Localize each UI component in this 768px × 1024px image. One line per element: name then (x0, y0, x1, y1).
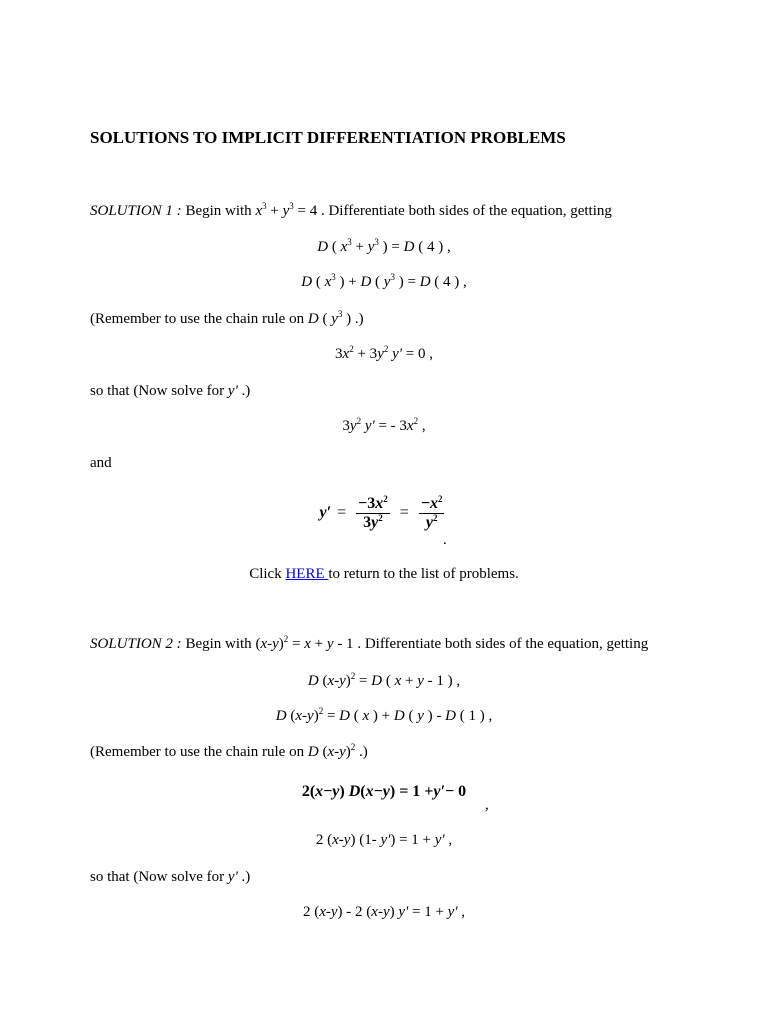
solution-1-intro: SOLUTION 1 : Begin with $x^3 + y^3 = 4$ . Differentiate both sides of the equation, getting (90, 201, 612, 219)
solve-note-1: so that (Now solve for y' .) (90, 383, 251, 399)
here-link[interactable]: HERE (285, 566, 329, 582)
fraction-1: $\frac{-3x^2}{3y^2}$ (358, 493, 388, 531)
period-mark: . (443, 532, 447, 548)
equation-s1-final: y′ = $\frac{-3x^2}{3y^2}$ = $\frac{-x^2}{y^2}$ (319, 493, 443, 531)
solution-2-intro: SOLUTION 2 : Begin with $(x-y)^2 = x + y - 1$ . Differentiate both sides of the equation, getting (90, 634, 649, 652)
fraction-2: $\frac{-x^2}{y^2}$ (420, 493, 443, 531)
equation-s1-2: D ( $x^3$ ) + D ( $y^3$ ) = D ( 4 ) , (301, 272, 467, 290)
chain-rule-note-2: (Remember to use the chain rule on D $(x-y)^2$ .) (90, 742, 368, 760)
equation-s1-4: $3y^2$ y' = - $3x^2$ , (342, 416, 426, 434)
chain-rule-note-1: (Remember to use the chain rule on D ( $y^3$ ) .) (90, 309, 364, 327)
and-text: and (90, 455, 112, 471)
comma-mark: , (485, 797, 489, 813)
equation-s2-3: 2( x − y ) D ( x − y ) = 1 + y′ − 0 (301, 783, 467, 800)
equation-s2-2: D $(x-y)^2 = D$ ( x ) + D ( y ) - D ( 1 ) , (275, 706, 493, 724)
page-title: SOLUTIONS TO IMPLICIT DIFFERENTIATION PROBLEMS (90, 128, 566, 147)
equation-s1-3: $3x^2 + 3y^2$ y' = 0 , (335, 344, 433, 362)
solve-note-2: so that (Now solve for y' .) (90, 869, 251, 885)
solution-2-label: SOLUTION 2 : (90, 636, 182, 652)
equation-s2-5: 2 (x-y) - 2 (x-y) y' = 1 + y' , (302, 904, 466, 920)
equation-s2-1: D $(x-y)^2 = D$ ( x + y - 1 ) , (307, 671, 461, 689)
equation-s1-1: D ( $x^3 + y^3$ ) = D ( 4 ) , (317, 237, 451, 255)
solution-1-label: SOLUTION 1 : (90, 203, 182, 219)
return-line: Click HERE to return to the list of problems. (249, 566, 519, 582)
equation-s2-4: 2 (x-y) (1- y') = 1 + y' , (315, 832, 453, 848)
